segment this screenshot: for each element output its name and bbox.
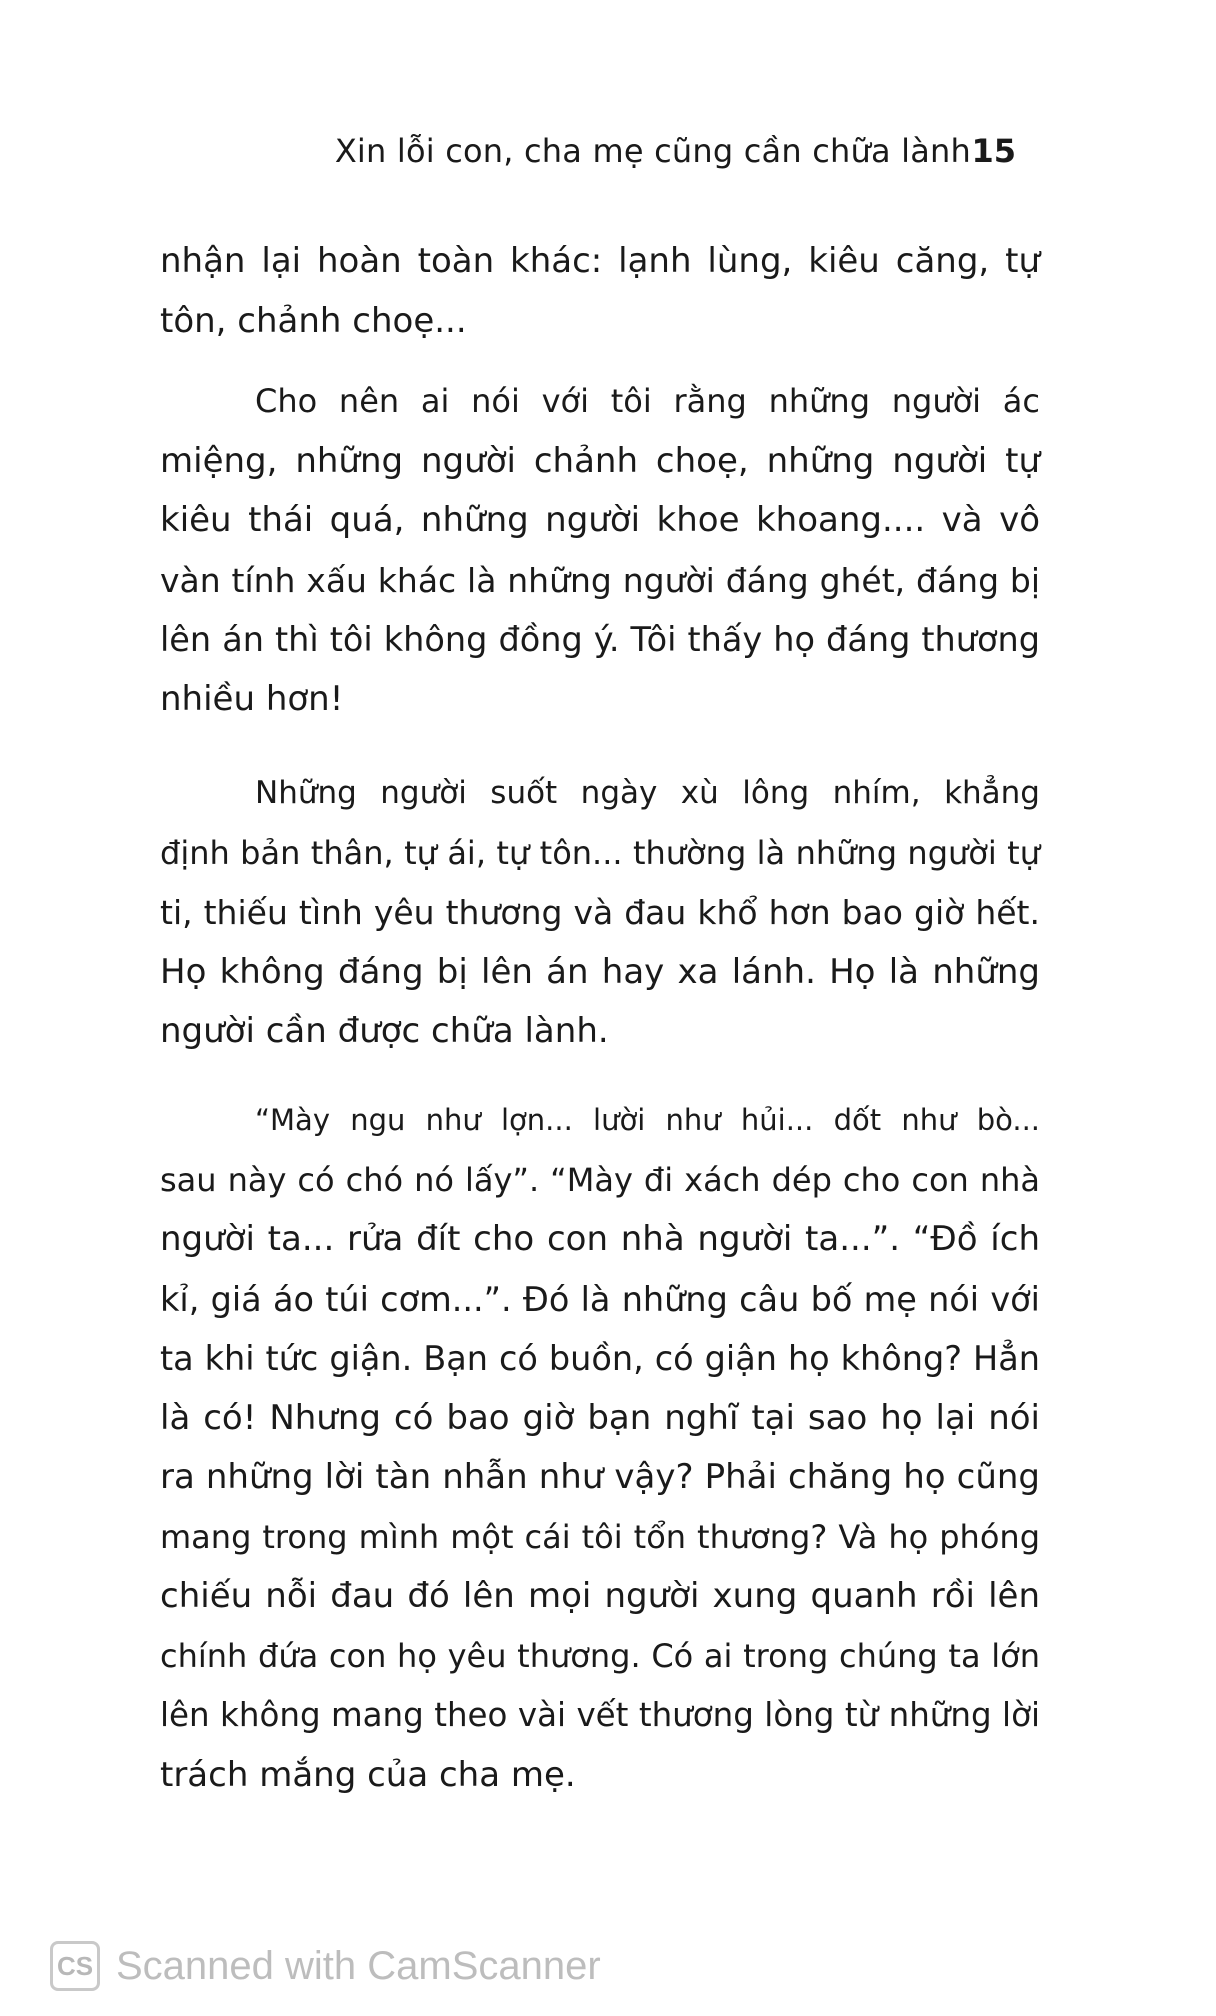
text-line: nhiều hơn!	[160, 678, 344, 719]
camscanner-watermark	[50, 1938, 601, 1994]
text-line: người cần được chữa lành.	[160, 1011, 609, 1051]
paragraph-3	[160, 764, 1040, 1062]
text-line: sau này có chó nó lấy”. “Mày đi xách dép cho con nhà	[160, 1160, 1040, 1199]
page-number: 15	[971, 132, 1016, 170]
text-line: Cho nên ai nói với tôi rằng những người ác	[255, 382, 1040, 420]
paragraph-4	[160, 1091, 1040, 1805]
running-title: Xin lỗi con, cha mẹ cũng cần chữa lành	[334, 132, 971, 170]
text-line: nhận lại hoàn toàn khác: lạnh lùng, kiêu căng, tự	[160, 241, 1040, 281]
camscanner-logo-icon: CS	[50, 1941, 100, 1991]
text-line: lên án thì tôi không đồng ý. Tôi thấy họ đáng thương	[160, 620, 1040, 659]
text-line: kỉ, giá áo túi cơm...”. Đó là những câu bố mẹ nói với	[160, 1279, 1040, 1319]
text-line: chính đứa con họ yêu thương. Có ai trong chúng ta lớn	[160, 1636, 1040, 1675]
text-line: lên không mang theo vài vết thương lòng từ những lời	[160, 1696, 1040, 1734]
text-line: Họ không đáng bị lên án hay xa lánh. Họ là những	[160, 951, 1040, 992]
text-line: ti, thiếu tình yêu thương và đau khổ hơn bao giờ hết.	[160, 893, 1040, 932]
watermark-text: Scanned with CamScanner	[116, 1943, 601, 1988]
page-header	[0, 126, 1216, 176]
text-line: “Mày ngu như lợn... lười như hủi... dốt như bò...	[255, 1103, 1040, 1137]
text-line: kiêu thái quá, những người khoe khoang.... và vô	[160, 500, 1040, 540]
text-line: trách mắng của cha mẹ.	[160, 1754, 576, 1795]
text-line: chiếu nỗi đau đó lên mọi người xung quanh rồi lên	[160, 1576, 1040, 1616]
text-line: người ta... rửa đít cho con nhà người ta...”. “Đồ ích	[160, 1219, 1040, 1259]
paragraph-1	[160, 232, 1040, 351]
text-line: ta khi tức giận. Bạn có buồn, có giận họ không? Hẳn	[160, 1339, 1040, 1378]
text-line: ra những lời tàn nhẫn như vậy? Phải chăng họ cũng	[160, 1457, 1040, 1497]
text-line: Những người suốt ngày xù lông nhím, khẳng	[255, 775, 1040, 811]
text-line: mang trong mình một cái tôi tổn thương? Và họ phóng	[160, 1517, 1040, 1556]
text-line: tôn, chảnh choẹ...	[160, 300, 467, 341]
paragraph-2	[160, 372, 1040, 729]
text-line: định bản thân, tự ái, tự tôn... thường là những người tự	[160, 833, 1040, 872]
text-line: miệng, những người chảnh choẹ, những người tự	[160, 440, 1040, 481]
text-line: vàn tính xấu khác là những người đáng ghét, đáng bị	[160, 560, 1040, 600]
text-line: là có! Nhưng có bao giờ bạn nghĩ tại sao họ lại nói	[160, 1397, 1040, 1438]
